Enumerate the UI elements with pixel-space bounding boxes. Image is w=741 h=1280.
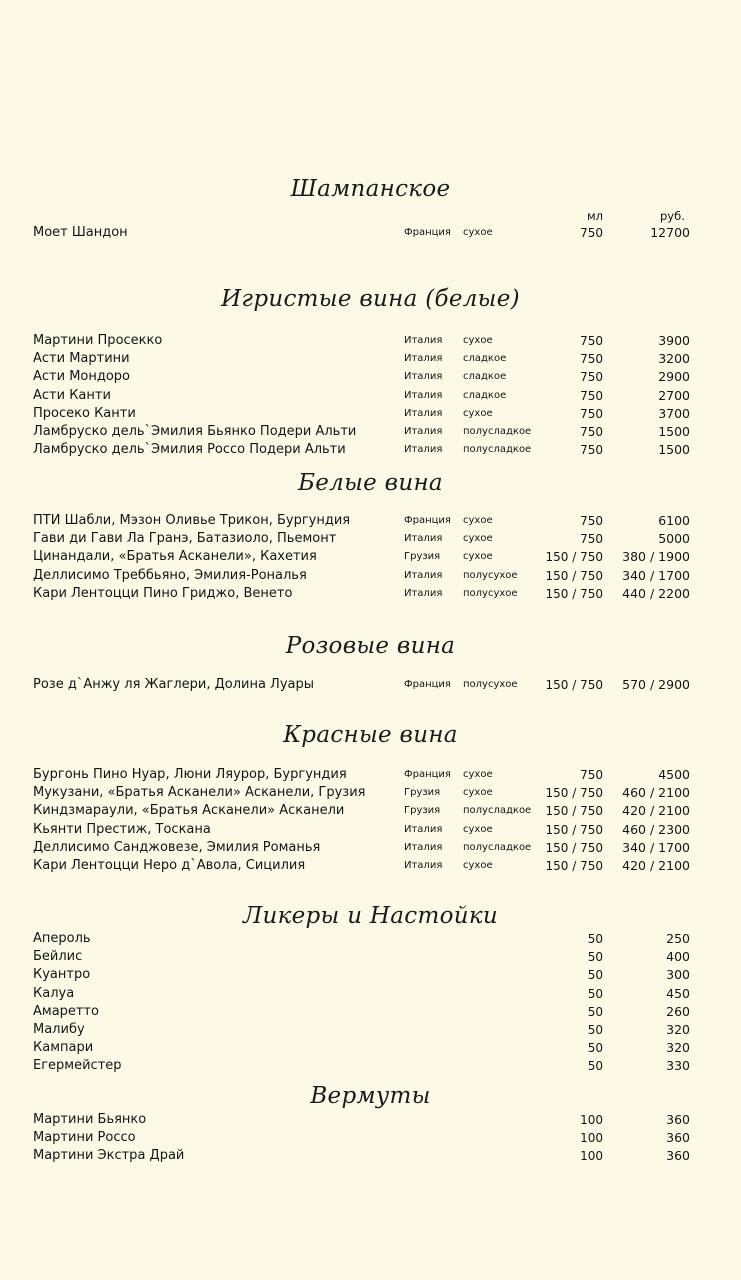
- item-price: 3200: [658, 351, 690, 367]
- menu-item-row: [0, 350, 741, 368]
- item-name: Егермейстер: [33, 1058, 122, 1074]
- item-vol: 150 / 750: [545, 678, 603, 692]
- item-vol: 750: [580, 334, 603, 348]
- item-price: 570 / 2900: [622, 677, 690, 692]
- item-country: Италия: [404, 823, 443, 835]
- item-type: сладкое: [463, 371, 507, 383]
- menu-item-row: [0, 1021, 741, 1039]
- item-price: 6100: [658, 513, 690, 528]
- menu-item-row: [0, 766, 741, 784]
- item-price: 420 / 2100: [622, 858, 690, 873]
- menu-item-row: [0, 1147, 741, 1165]
- item-type: сухое: [463, 227, 493, 238]
- item-type: сухое: [463, 769, 493, 780]
- item-price: 340 / 1700: [622, 839, 690, 855]
- item-name: Моет Шандон: [33, 225, 128, 240]
- item-country: Франция: [404, 769, 451, 780]
- item-type: сладкое: [463, 389, 507, 401]
- item-type: полусладкое: [463, 805, 532, 817]
- item-country: Италия: [404, 860, 443, 871]
- menu-item-row: [0, 224, 741, 242]
- menu-item-row: [0, 1003, 741, 1021]
- item-price: 5000: [658, 531, 690, 547]
- item-type: сухое: [463, 335, 493, 346]
- item-vol: 150 / 750: [545, 786, 603, 801]
- item-price: 4500: [658, 767, 690, 782]
- item-type: полусухое: [463, 679, 518, 690]
- item-price: 340 / 1700: [622, 567, 690, 583]
- item-name: Кари Лентоцци Пино Гриджо, Венето: [33, 585, 293, 601]
- menu-item-row: [0, 1129, 741, 1147]
- section-title: Игристые вина (белые): [221, 286, 520, 312]
- menu-item-row: [0, 676, 741, 694]
- item-price: 460 / 2300: [622, 821, 690, 837]
- item-name: Кьянти Престиж, Тоскана: [33, 821, 211, 837]
- item-name: Розе д`Анжу ля Жаглери, Долина Луары: [33, 677, 315, 692]
- menu-item-row: [0, 948, 741, 966]
- item-price: 320: [666, 1022, 690, 1037]
- item-name: Гави ди Гави Ла Гранэ, Батазиоло, Пьемонт: [33, 531, 337, 547]
- item-price: 360: [666, 1148, 690, 1164]
- item-name: Деллисимо Санджовезе, Эмилия Романья: [33, 839, 321, 855]
- item-vol: 750: [580, 425, 603, 439]
- item-country: Италия: [404, 569, 443, 581]
- menu-item-row: [0, 441, 741, 459]
- item-country: Италия: [404, 353, 443, 365]
- item-country: Италия: [404, 533, 443, 545]
- item-country: Франция: [404, 515, 451, 526]
- item-name: Кари Лентоцци Неро д`Авола, Сицилия: [33, 858, 306, 873]
- item-name: Асти Мартини: [33, 351, 130, 367]
- item-vol: 50: [587, 950, 603, 965]
- item-name: ПТИ Шабли, Мэзон Оливье Трикон, Бургундия: [33, 513, 351, 528]
- item-price: 320: [666, 1040, 690, 1056]
- menu-item-row: [0, 423, 741, 441]
- item-name: Асти Мондоро: [33, 369, 131, 385]
- menu-item-row: [0, 839, 741, 857]
- item-price: 12700: [650, 225, 690, 240]
- item-country: Грузия: [404, 551, 441, 563]
- menu-item-row: [0, 530, 741, 548]
- item-price: 450: [666, 985, 690, 1001]
- item-vol: 750: [580, 443, 603, 458]
- item-country: Италия: [404, 841, 443, 853]
- item-country: Италия: [404, 587, 443, 599]
- menu-item-row: [0, 368, 741, 386]
- menu-item-row: [0, 548, 741, 566]
- item-vol: 50: [587, 1041, 603, 1056]
- item-price: 1500: [658, 424, 690, 439]
- item-name: Киндзмараули, «Братья Асканели» Асканели: [33, 803, 345, 819]
- item-name: Деллисимо Треббьяно, Эмилия-Рональя: [33, 567, 307, 583]
- item-country: Италия: [404, 426, 443, 437]
- item-name: Куантро: [33, 967, 91, 983]
- menu-item-row: [0, 1039, 741, 1057]
- menu-item-row: [0, 857, 741, 875]
- item-vol: 150 / 750: [545, 840, 603, 855]
- item-type: полусухое: [463, 569, 518, 581]
- item-country: Франция: [404, 679, 451, 690]
- item-type: сухое: [463, 407, 493, 419]
- volume-column-header: мл: [587, 209, 604, 223]
- menu-item-row: [0, 567, 741, 585]
- item-price: 380 / 1900: [622, 549, 690, 565]
- menu-item-row: [0, 405, 741, 423]
- item-country: Франция: [404, 227, 451, 238]
- item-name: Цинандали, «Братья Асканели», Кахетия: [33, 549, 317, 565]
- section-title: Белые вина: [298, 470, 443, 496]
- item-vol: 50: [587, 968, 603, 983]
- item-price: 3700: [658, 405, 690, 421]
- item-vol: 100: [580, 1149, 603, 1164]
- item-name: Мартини Экстра Драй: [33, 1148, 185, 1164]
- item-price: 400: [666, 949, 690, 965]
- menu-item-row: [0, 784, 741, 802]
- item-country: Италия: [404, 371, 443, 383]
- item-name: Мартини Россо: [33, 1130, 136, 1146]
- item-name: Мартини Бьянко: [33, 1112, 147, 1127]
- item-name: Ламбруско дель`Эмилия Россо Подери Альти: [33, 442, 346, 458]
- item-type: полусухое: [463, 587, 518, 599]
- item-type: сухое: [463, 515, 493, 526]
- item-name: Мартини Просекко: [33, 333, 163, 348]
- item-vol: 100: [580, 1131, 603, 1146]
- section-title: Вермуты: [310, 1083, 431, 1109]
- item-vol: 750: [580, 370, 603, 385]
- item-type: сухое: [463, 533, 493, 545]
- item-type: сухое: [463, 551, 493, 563]
- item-price: 1500: [658, 442, 690, 458]
- item-name: Калуа: [33, 985, 75, 1001]
- item-price: 2900: [658, 369, 690, 385]
- item-vol: 150 / 750: [545, 859, 603, 873]
- menu-item-row: [0, 512, 741, 530]
- item-vol: 150 / 750: [545, 568, 603, 583]
- item-vol: 750: [580, 226, 603, 240]
- item-country: Италия: [404, 335, 443, 346]
- section-title: Красные вина: [283, 722, 458, 748]
- section-title: Ликеры и Настойки: [242, 903, 498, 929]
- item-price: 360: [666, 1112, 690, 1127]
- item-type: сладкое: [463, 353, 507, 365]
- section-title: Шампанское: [290, 176, 451, 202]
- item-vol: 100: [580, 1113, 603, 1127]
- item-price: 460 / 2100: [622, 785, 690, 801]
- section-title: Розовые вина: [285, 633, 456, 659]
- item-vol: 150 / 750: [545, 822, 603, 837]
- item-vol: 50: [587, 932, 603, 946]
- item-name: Кампари: [33, 1040, 94, 1056]
- menu-item-row: [0, 930, 741, 948]
- item-vol: 50: [587, 986, 603, 1001]
- price-column-header: руб.: [660, 209, 685, 223]
- item-vol: 50: [587, 1059, 603, 1074]
- item-type: сухое: [463, 860, 493, 871]
- item-vol: 750: [580, 768, 603, 782]
- item-name: Бургонь Пино Нуар, Люни Ляурор, Бургундия: [33, 767, 347, 782]
- item-type: сухое: [463, 823, 493, 835]
- menu-item-row: [0, 585, 741, 603]
- item-name: Ламбруско дель`Эмилия Бьянко Подери Альти: [33, 424, 357, 439]
- item-country: Италия: [404, 444, 443, 456]
- item-price: 300: [666, 967, 690, 983]
- item-vol: 750: [580, 352, 603, 367]
- item-country: Италия: [404, 407, 443, 419]
- item-name: Амаретто: [33, 1003, 100, 1019]
- item-price: 260: [666, 1003, 690, 1019]
- item-vol: 750: [580, 532, 603, 547]
- item-country: Грузия: [404, 787, 441, 799]
- item-name: Мукузани, «Братья Асканели» Асканели, Грузия: [33, 785, 366, 801]
- item-type: полусладкое: [463, 426, 532, 437]
- item-vol: 150 / 750: [545, 586, 603, 601]
- item-name: Бейлис: [33, 949, 83, 965]
- item-country: Италия: [404, 389, 443, 401]
- menu-item-row: [0, 1111, 741, 1129]
- item-vol: 150 / 750: [545, 550, 603, 565]
- item-vol: 750: [580, 388, 603, 403]
- item-vol: 750: [580, 514, 603, 528]
- item-name: Асти Канти: [33, 387, 111, 403]
- item-type: полусладкое: [463, 444, 532, 456]
- menu-item-row: [0, 821, 741, 839]
- item-price: 330: [666, 1058, 690, 1074]
- menu-item-row: [0, 802, 741, 820]
- item-name: Просеко Канти: [33, 405, 136, 421]
- item-vol: 750: [580, 406, 603, 421]
- item-vol: 50: [587, 1023, 603, 1037]
- item-name: Малибу: [33, 1022, 85, 1037]
- item-vol: 150 / 750: [545, 804, 603, 819]
- item-price: 440 / 2200: [622, 585, 690, 601]
- item-price: 360: [666, 1130, 690, 1146]
- item-price: 250: [666, 931, 690, 946]
- item-name: Апероль: [33, 931, 91, 946]
- item-country: Грузия: [404, 805, 441, 817]
- item-type: полусладкое: [463, 841, 532, 853]
- item-price: 2700: [658, 387, 690, 403]
- item-price: 420 / 2100: [622, 803, 690, 819]
- menu-item-row: [0, 332, 741, 350]
- menu-item-row: [0, 966, 741, 984]
- menu-item-row: [0, 985, 741, 1003]
- item-type: сухое: [463, 787, 493, 799]
- item-vol: 50: [587, 1004, 603, 1019]
- menu-item-row: [0, 1057, 741, 1075]
- item-price: 3900: [658, 333, 690, 348]
- menu-item-row: [0, 387, 741, 405]
